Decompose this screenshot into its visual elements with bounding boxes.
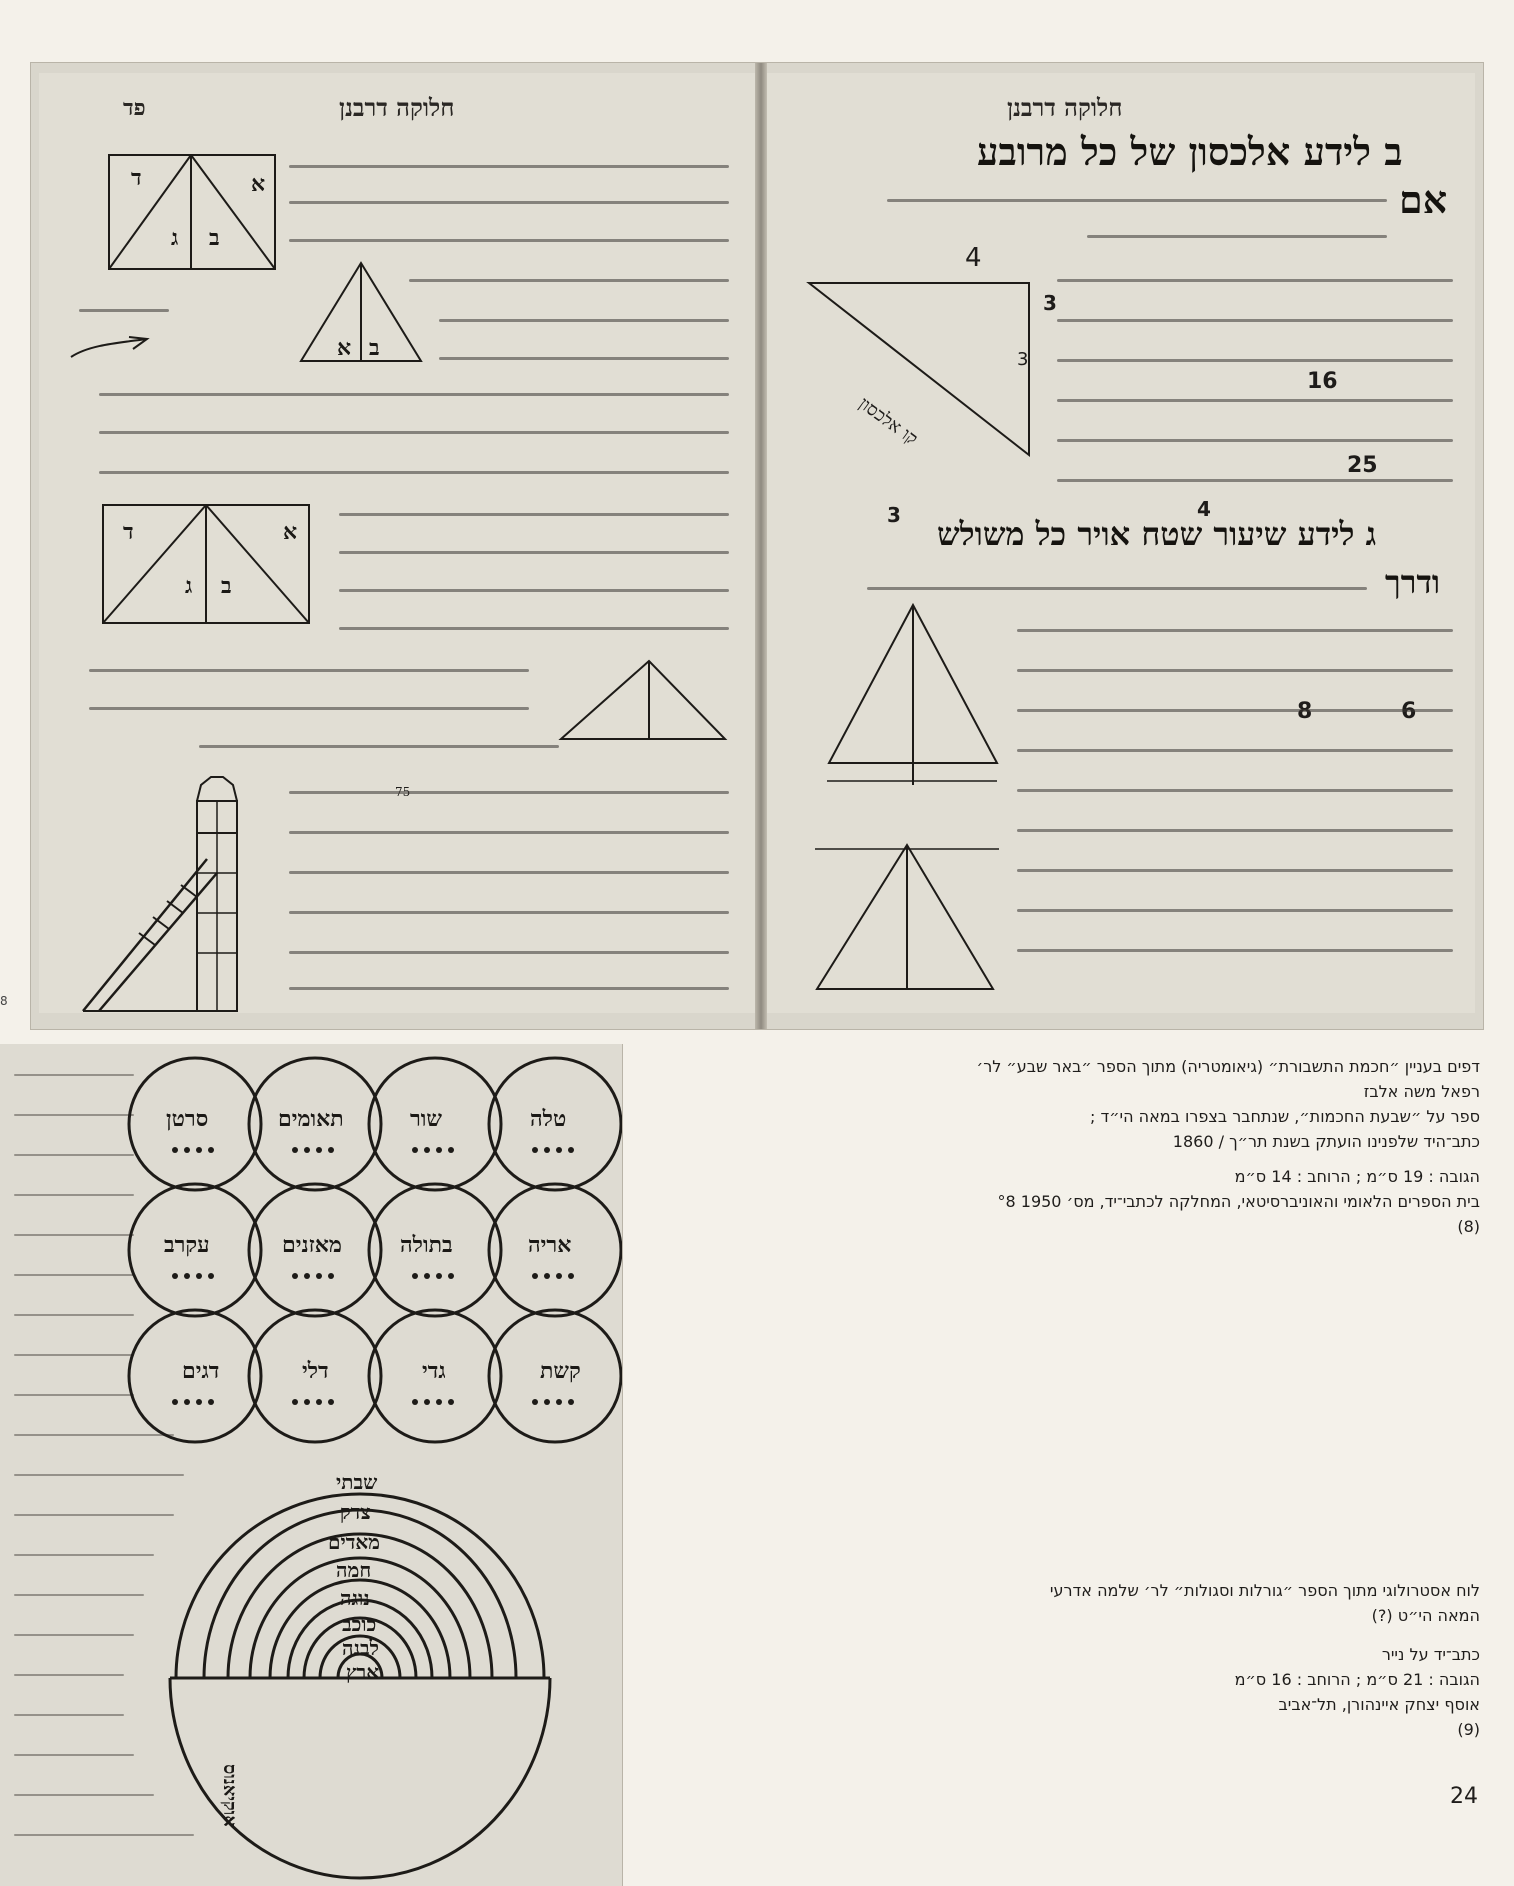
caption-bottom-line: לוח אסטרולוגי מתוך הספר ״גורלות וסגולות״ לר׳ שלמה אדרעי — [1049, 1581, 1480, 1600]
script-line — [89, 669, 529, 672]
script-line — [1017, 869, 1453, 872]
heading-b-diagonal: ב לידע אלכסון של כל מרובע — [977, 129, 1403, 174]
script-line — [199, 745, 559, 748]
margin-script-line — [14, 1194, 134, 1196]
caption-top-line: בית הספרים הלאומי והאוניברסיטאי, המחלקה לכתבי־יד, מס׳ 1950 °8 — [997, 1192, 1480, 1211]
script-line — [289, 871, 729, 874]
caption-bottom-line: הגובה : 21 ס״מ ; הרוחב : 16 ס״מ — [1234, 1670, 1480, 1689]
zodiac-sign: קשת — [540, 1358, 581, 1384]
planet-label: מאדים — [328, 1530, 381, 1554]
left-manuscript-page — [39, 73, 755, 1013]
caption-top-line: כתב־היד שלפנינו הועתק בשנת תר״ך / 1860 — [1172, 1132, 1480, 1151]
inline-number: 4 — [1197, 497, 1211, 521]
script-line — [1017, 829, 1453, 832]
script-line — [1017, 669, 1453, 672]
caption-bottom-line: כתב־יד על נייר — [1381, 1645, 1480, 1664]
script-line — [1017, 709, 1453, 712]
fig3-letter-gimel: ג — [185, 573, 193, 599]
planet-label: כוכב — [342, 1612, 377, 1636]
zodiac-sign: בתולה — [400, 1232, 453, 1258]
script-line — [289, 165, 729, 168]
caption-top-line: (8) — [1457, 1217, 1480, 1236]
script-line — [289, 791, 729, 794]
book-gutter — [755, 63, 767, 1029]
script-line — [289, 201, 729, 204]
script-line — [1057, 279, 1453, 282]
right-running-head: חלוקה דרבנן — [1007, 93, 1123, 122]
zodiac-sign: דלי — [302, 1358, 329, 1384]
planet-label: חמה — [336, 1558, 372, 1582]
fig2-letter-alef: א — [337, 335, 352, 361]
triangle-figure-5 — [827, 603, 1001, 787]
planet-label: נוגה — [340, 1586, 370, 1610]
fig1-letter-gimel: ג — [171, 225, 179, 251]
margin-script-line — [14, 1594, 144, 1596]
margin-script-line — [14, 1634, 134, 1636]
script-line — [439, 319, 729, 322]
margin-script-line — [14, 1794, 154, 1796]
margin-script-line — [14, 1714, 124, 1716]
script-line — [99, 471, 729, 474]
triangle-figure-4 — [559, 659, 729, 743]
script-line — [289, 951, 729, 954]
planet-label: צדק — [340, 1500, 371, 1524]
script-line — [339, 627, 729, 630]
script-line — [1057, 479, 1453, 482]
script-line — [79, 309, 169, 312]
inline-number: 3 — [1043, 291, 1057, 315]
script-line — [1017, 949, 1453, 952]
caption-bottom-line: (9) — [1457, 1720, 1480, 1739]
zodiac-sign: סרטן — [166, 1106, 209, 1132]
script-line — [887, 199, 1387, 202]
margin-script-line — [14, 1274, 134, 1276]
astrological-chart-photo — [0, 1044, 623, 1886]
horizon-label: אוקיאנוס — [219, 1764, 240, 1827]
script-line — [1057, 399, 1453, 402]
zodiac-sign: תאומים — [278, 1106, 344, 1132]
caption-top-line: רפאל משה אלבז — [1363, 1082, 1480, 1101]
heading-word-vederech: ודרך — [1385, 563, 1441, 601]
margin-script-line — [14, 1754, 134, 1756]
manuscript-spread — [30, 62, 1484, 1030]
script-line — [89, 707, 529, 710]
margin-script-line — [14, 1554, 154, 1556]
script-line — [339, 589, 729, 592]
heading-word-am: אם — [1399, 177, 1448, 222]
right-manuscript-page — [767, 73, 1475, 1013]
script-line — [1057, 439, 1453, 442]
script-line — [289, 831, 729, 834]
script-line — [99, 393, 729, 396]
script-line — [439, 357, 729, 360]
script-line — [289, 911, 729, 914]
triangle-figure-6 — [815, 843, 999, 993]
margin-script-line — [14, 1234, 134, 1236]
fig3-letter-alef: א — [283, 519, 298, 545]
caption-top-line: הגובה : 19 ס״מ ; הרוחב : 14 ס״מ — [1234, 1167, 1480, 1186]
folio-number: פד — [123, 95, 146, 121]
margin-script-line — [14, 1514, 174, 1516]
script-line — [339, 513, 729, 516]
zodiac-sign: אריה — [528, 1232, 572, 1258]
heading-g-triangle-area: ג לידע שיעור שטח אויר כל משולש — [937, 515, 1377, 553]
caption-bottom-line: אוסף יצחק איינהורן, תל־אביב — [1278, 1695, 1480, 1714]
inline-number: 25 — [1347, 453, 1378, 478]
zodiac-sign: דגים — [182, 1358, 220, 1384]
planet-label: ארץ — [346, 1660, 380, 1684]
fig-label-4: 4 — [965, 243, 982, 273]
fig1-letter-bet: ב — [209, 225, 220, 251]
script-line — [339, 551, 729, 554]
fig3-letter-bet: ב — [221, 573, 232, 599]
fig1-letter-alef: א — [251, 171, 266, 197]
margin-script-line — [14, 1834, 194, 1836]
script-line — [99, 431, 729, 434]
margin-script-line — [14, 1474, 184, 1476]
zodiac-sign: טלה — [530, 1106, 567, 1132]
script-line — [1087, 235, 1387, 238]
zodiac-sign: גדי — [422, 1358, 446, 1384]
margin-script-line — [14, 1354, 134, 1356]
caption-top-line: דפים בעניין ״חכמת התשבורת״ (גיאומטריה) מתוך הספר ״באר שבע״ לר׳ — [976, 1057, 1480, 1076]
planet-label: שבתי — [336, 1470, 378, 1494]
triangle-figure-2 — [299, 261, 423, 365]
zodiac-sign: מאזנים — [282, 1232, 342, 1258]
script-line — [1017, 909, 1453, 912]
fig-label-diagonal: קו אלכסון — [854, 393, 922, 450]
margin-script-line — [14, 1074, 134, 1076]
fig-label-3: 3 — [1017, 349, 1029, 370]
margin-script-line — [14, 1674, 124, 1676]
caption-bottom — [720, 1578, 1480, 1742]
planet-label: לבנה — [342, 1636, 380, 1660]
caption-top — [720, 1054, 1480, 1239]
fig2-letter-bet: ב — [369, 335, 380, 361]
script-line — [1017, 749, 1453, 752]
margin-script-line — [14, 1314, 134, 1316]
page-number: 24 — [1450, 1784, 1478, 1809]
script-line — [289, 239, 729, 242]
script-line — [1057, 359, 1453, 362]
plate-marker-8: 8 — [0, 994, 8, 1008]
zodiac-sign: עקרב — [164, 1232, 210, 1258]
script-line — [1017, 629, 1453, 632]
caption-bottom-line: המאה הי״ט (?) — [1371, 1606, 1480, 1625]
script-line — [867, 587, 1367, 590]
pointing-arrow-doodle — [69, 335, 149, 363]
margin-script-line — [14, 1154, 134, 1156]
tower-ladder-figure — [79, 773, 259, 1023]
margin-script-line — [14, 1114, 134, 1116]
inline-number: 16 — [1307, 369, 1338, 394]
left-running-head: חלוקה דרבנן — [339, 93, 455, 122]
inline-number: 3 — [887, 503, 901, 527]
fig1-letter-dalet: ד — [131, 165, 142, 191]
script-line — [409, 279, 729, 282]
script-line — [1057, 319, 1453, 322]
zodiac-sign: שור — [410, 1106, 443, 1132]
margin-script-line — [14, 1394, 134, 1396]
script-line — [1017, 789, 1453, 792]
fig3-letter-dalet: ד — [123, 519, 134, 545]
caption-top-line: ספר על ״שבעת החכמות״, שנתחבר בצפרו במאה הי״ד ; — [1090, 1107, 1480, 1126]
script-line — [289, 987, 729, 990]
